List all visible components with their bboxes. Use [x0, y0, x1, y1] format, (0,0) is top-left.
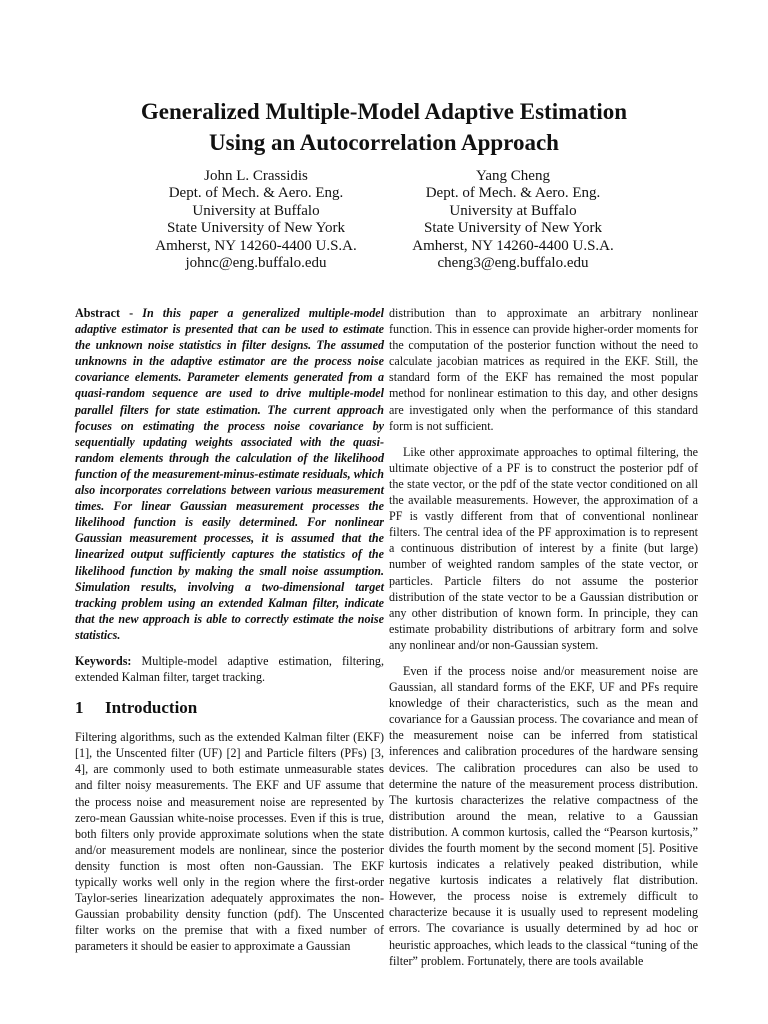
keywords-text: Multiple-model adaptive estimation, filtering, extended Kalman filter, target tracking.: [75, 653, 384, 685]
paper-title: [0, 96, 768, 158]
left-column: [75, 305, 384, 964]
body-paragraph-1: distribution than to approximate an arbitrary nonlinear function. This in essence can provide higher-order moments for the computation of the posterior function without the need to calculate jacobian matrices as required in the EKF. Still, the standard form of the EKF has remained the most popular method for nonlinear estimation to this day, and other designs are investigated only when the performance of this standard form is not sufficient.: [389, 306, 698, 433]
author-email: cheng3@eng.buffalo.edu: [437, 255, 589, 272]
intro-paragraph-1: Filtering algorithms, such as the extended Kalman filter (EKF) [1], the Unscented filter (UF) [2] and Particle filters (PFs) [3, 4], are commonly used to both estimate unmeasurable states and filter noisy measurements. The EKF and UF assume that the process noise and measurement noise are represented by zero-mean Gaussian white-noise processes. Even if this is true, both filters only provide approximate solutions when the state and/or measurement models are nonlinear, since the posterior density function is most often non-Gaussian. The EKF typically works well only in the region where the first-order Taylor-series linearization adequately approximates the non-Gaussian probability density function (pdf). The Unscented filter works on the premise that with a fixed number of parameters it should be easier to approximate a Gaussian: [75, 730, 384, 954]
author-name: Yang Cheng: [476, 168, 550, 184]
body-paragraph-3: Even if the process noise and/or measurement noise are Gaussian, all standard forms of the EKF, UF and PFs require knowledge of their characteristics, such as the mean and covariance for a Gaussian process. The covariance and mean of the measurement noise can be inferred from statistical inferences and calibration procedures of the hardware sensing devices. The calibration procedures can also be used to determine the nature of the measurement process distribution. The kurtosis characterizes the relative compactness of the distribution around the mean, relative to a Gaussian distribution. A common kurtosis, called the “Pearson kurtosis,” divides the fourth moment by the second moment [5]. Positive kurtosis indicates a relatively peaked distribution, while negative kurtosis indicates a relatively flat distribution. However, the process noise is extremely difficult to characterize because it is usually used to represent modeling errors. The covariance is usually determined by ad hoc or heuristic approaches, which leads to the classical “tuning of the filter” problem. Fortunately, there are tools available: [389, 663, 698, 968]
section-number: 1: [75, 698, 84, 718]
section-title: Introduction: [105, 698, 198, 718]
abstract: [75, 305, 384, 643]
author-address: Amherst, NY 14260-4400 U.S.A.: [155, 237, 357, 254]
keywords: [75, 653, 384, 685]
keywords-label: Keywords:: [75, 653, 132, 668]
author-university: University at Buffalo: [449, 202, 577, 219]
author-email: johnc@eng.buffalo.edu: [185, 255, 327, 272]
abstract-text: In this paper a generalized multiple-model adaptive estimator is presented that can be used to estimate the unknown noise statistics in filter designs. The assumed unknowns in the adaptive estimator are the process noise covariance elements. Parameter elements generated from a quasi-random sequence are used to drive multiple-model parallel filters for state estimation. The current approach focuses on estimating the process noise covariance by sequentially updating weights associated with the quasi-random elements through the calculation of the likelihood function of the measurement-minus-estimate residuals, which also incorporates correlations between various measurement times. For linear Gaussian measurement processes the likelihood function is easily determined. For nonlinear Gaussian measurement processes, it is assumed that the linearized output sufficiently captures the statistics of the likelihood function by making the small noise assumption. Simulation results, involving a two-dimensional target tracking problem using an extended Kalman filter, indicate that the new approach is able to correctly estimate the noise statistics.: [75, 306, 384, 642]
abstract-label: Abstract -: [75, 306, 134, 320]
author-dept: Dept. of Mech. & Aero. Eng.: [168, 185, 344, 202]
title-line-1: Generalized Multiple-Model Adaptive Estimation: [140, 99, 628, 124]
right-column: [389, 305, 698, 979]
title-line-2: Using an Autocorrelation Approach: [209, 130, 559, 155]
author-block-1: [126, 168, 386, 272]
author-name: John L. Crassidis: [204, 168, 308, 184]
author-block-2: [383, 168, 643, 272]
author-state-university: State University of New York: [424, 220, 602, 237]
author-state-university: State University of New York: [167, 220, 345, 237]
author-address: Amherst, NY 14260-4400 U.S.A.: [412, 237, 614, 254]
author-dept: Dept. of Mech. & Aero. Eng.: [425, 185, 601, 202]
body-paragraph-2: Like other approximate approaches to optimal filtering, the ultimate objective of a PF is to construct the posterior pdf of the state vector, or the pdf of the state vector conditioned on all the available measurements. However, the approximation of a PF is vastly different from that of conventional nonlinear filters. The central idea of the PF approximation is to represent a continuous distribution of interest by a finite (but large) number of weighted random samples of the state vector, or particles. Particle filters do not assume the posterior distribution of the state vector to be a Gaussian distribution or any other distribution of known form. In principle, they can estimate probability distributions of arbitrary form and solve any nonlinear and/or non-Gaussian system.: [389, 444, 698, 652]
author-university: University at Buffalo: [192, 202, 320, 219]
section-heading-introduction: [75, 697, 384, 719]
